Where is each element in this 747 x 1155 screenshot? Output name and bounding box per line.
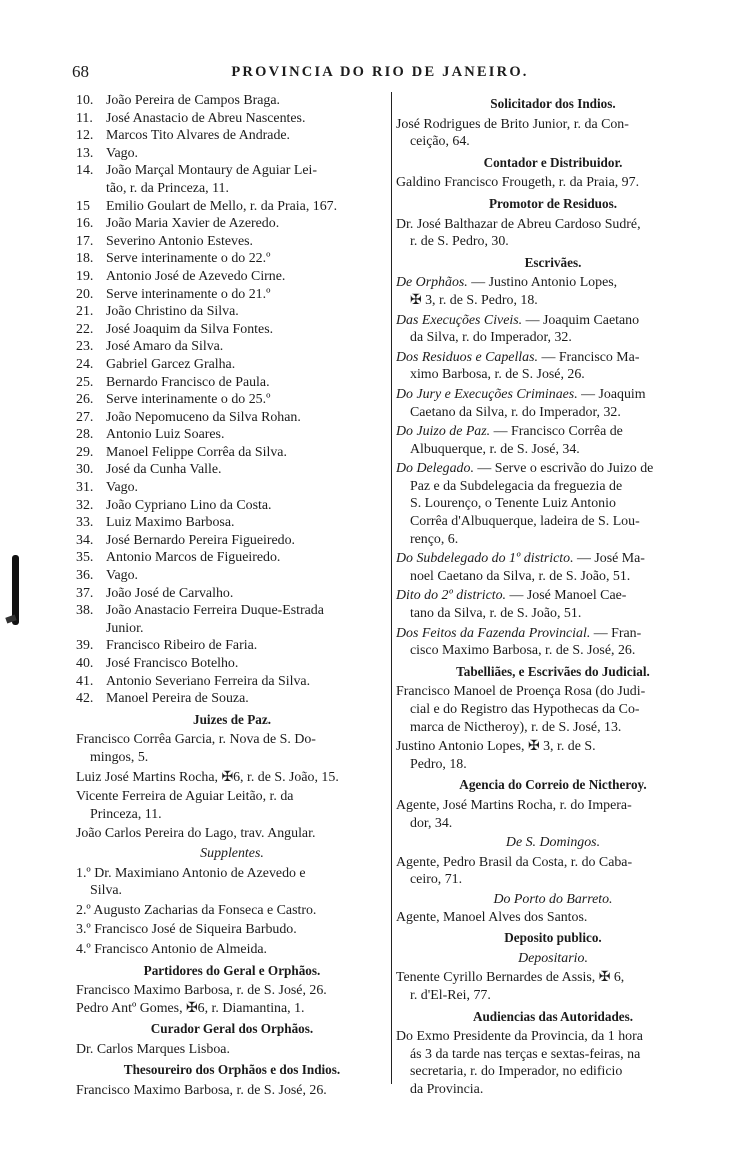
entry-line: ceiro, 71.	[410, 872, 463, 888]
list-item	[76, 902, 388, 920]
list-item	[76, 127, 388, 145]
entry-line: mingos, 5.	[90, 749, 149, 765]
list-item	[396, 460, 710, 548]
item-number: 31.	[76, 480, 94, 496]
list-item	[396, 216, 710, 251]
item-number: 17.	[76, 233, 94, 249]
section-heading-partidores: Partidores do Geral e Orphãos.	[143, 962, 321, 978]
list-item	[76, 444, 388, 462]
item-number: 20.	[76, 286, 94, 302]
entry-line: tano da Silva, r. de S. João, 51.	[410, 606, 582, 622]
item-text: Francisco Ribeiro de Faria.	[106, 638, 258, 654]
item-text: José Anastacio de Abreu Nascentes.	[106, 110, 306, 126]
list-item	[76, 233, 388, 251]
item-number	[76, 180, 106, 198]
entry-line: De Orphãos. — Justino Antonio Lopes,	[396, 275, 618, 291]
list-item	[76, 338, 388, 356]
list-item	[396, 274, 710, 309]
list-item	[76, 637, 388, 655]
item-number: 37.	[76, 585, 94, 601]
list-item	[76, 461, 388, 479]
section-heading-agencia: Agencia do Correio de Nictheroy.	[459, 777, 647, 793]
list-item	[396, 969, 710, 1004]
item-text: João Christino da Silva.	[106, 304, 239, 320]
list-item	[76, 567, 388, 585]
entry-line: Do Subdelegado do 1º districto. — José Ma-	[396, 551, 645, 567]
item-text: Serve interinamente o do 22.º	[106, 251, 271, 267]
item-number: 30.	[76, 462, 94, 478]
entry-line: Do Delegado. — Serve o escrivão do Juizo de	[396, 461, 654, 477]
list-item	[76, 865, 388, 900]
entry-line: ceição, 64.	[410, 134, 470, 150]
entry-line: Francisco Corrêa Garcia, r. Nova de S. Do-	[76, 732, 316, 748]
list-item	[76, 356, 388, 374]
entry-line: Das Execuções Civeis. — Joaquim Caetano	[396, 312, 640, 328]
item-number: 27.	[76, 409, 94, 425]
item-number: 36.	[76, 568, 94, 584]
section-subheading-supplentes: Supplentes.	[200, 845, 264, 861]
item-number: 42.	[76, 691, 94, 707]
section-heading-curador: Curador Geral dos Orphãos.	[150, 1021, 314, 1037]
item-number: 13.	[76, 145, 94, 161]
item-text: Antonio José de Azevedo Cirne.	[106, 268, 286, 284]
item-number: 38.	[76, 603, 94, 619]
entry-line: Do Juizo de Paz. — Francisco Corrêa de	[396, 424, 623, 440]
section-heading-deposito: Deposito publico.	[504, 930, 602, 946]
item-text: Emilio Goulart de Mello, r. da Praia, 167.	[106, 198, 338, 214]
list-item	[396, 550, 710, 585]
list-item	[76, 321, 388, 339]
list-item	[76, 655, 388, 673]
item-text: Junior.	[106, 620, 144, 636]
item-text: Gabriel Garcez Gralha.	[106, 356, 236, 372]
item-number: 24.	[76, 356, 94, 372]
entry-line: dor, 34.	[410, 815, 453, 831]
entry-line: da Silva, r. do Imperador, 32.	[410, 330, 572, 346]
section-heading-thesoureiro: Thesoureiro dos Orphãos e dos Indios.	[123, 1062, 341, 1078]
list-item	[76, 620, 388, 638]
list-item	[76, 374, 388, 392]
entry-line: cisco Maximo Barbosa, r. de S. José, 26.	[410, 643, 636, 659]
entry-line: ximo Barbosa, r. de S. José, 26.	[410, 367, 585, 383]
item-text: João Pereira de Campos Braga.	[106, 93, 280, 108]
entry-line: ✠ 3, r. de S. Pedro, 18.	[410, 292, 538, 308]
section-subheading-depositario: Depositario.	[518, 950, 588, 966]
entry-line: Corrêa d'Albuquerque, ladeira de S. Lou-	[410, 514, 640, 530]
left-column	[76, 92, 388, 1100]
item-text: José Amaro da Silva.	[106, 339, 224, 355]
entry-line: Dos Residuos e Capellas. — Francisco Ma-	[396, 349, 640, 365]
entry-line: Albuquerque, r. de S. José, 34.	[410, 441, 580, 457]
entry-line: Luiz José Martins Rocha, ✠6, r. de S. João, 15.	[76, 769, 339, 785]
list-item	[76, 391, 388, 409]
item-number: 28.	[76, 427, 94, 443]
entry-line: Tenente Cyrillo Bernardes de Assis, ✠ 6,	[396, 970, 625, 986]
entry-line: João Carlos Pereira do Lago, trav. Angular.	[76, 826, 316, 842]
list-item: Agente, Manoel Alves dos Santos.	[396, 909, 588, 925]
entry-line: 1.º Dr. Maximiano Antonio de Azevedo e	[76, 865, 306, 881]
item-text: José da Cunha Valle.	[106, 462, 222, 478]
entry-line: Vicente Ferreira de Aguiar Leitão, r. da	[76, 789, 294, 805]
item-number: 33.	[76, 515, 94, 531]
item-text: Marcos Tito Alvares de Andrade.	[106, 128, 291, 144]
list-item	[76, 497, 388, 515]
item-number: 12.	[76, 128, 94, 144]
item-text: Serve interinamente o do 21.º	[106, 286, 271, 302]
supplentes-list	[76, 865, 388, 959]
list-item	[396, 738, 710, 773]
item-text: tão, r. da Princeza, 11.	[106, 180, 229, 196]
item-number: 19.	[76, 268, 94, 284]
list-item	[76, 921, 388, 939]
item-number: 32.	[76, 497, 94, 513]
list-item	[76, 92, 388, 110]
item-number: 21.	[76, 304, 94, 320]
list-item	[76, 788, 388, 823]
list-item	[396, 625, 710, 660]
tabelliaes-list	[396, 683, 710, 773]
section-heading-audiencias: Audiencias das Autoridades.	[472, 1008, 634, 1024]
item-text: José Bernardo Pereira Figueiredo.	[106, 532, 296, 548]
item-number: 11.	[76, 110, 93, 126]
list-item	[396, 797, 710, 832]
list-item	[76, 198, 388, 216]
list-item	[76, 941, 388, 959]
list-item	[396, 312, 710, 347]
item-number: 34.	[76, 532, 94, 548]
item-number: 23.	[76, 339, 94, 355]
entry-line: 4.º Francisco Antonio de Almeida.	[76, 941, 268, 957]
list-item	[396, 349, 710, 384]
section-subheading-porto-barreto: Do Porto do Barreto.	[493, 891, 613, 907]
item-number: 15	[76, 198, 90, 214]
entry-line: r. d'El-Rei, 77.	[410, 987, 491, 1003]
entry-line: Dito do 2º districto. — José Manoel Cae-	[396, 588, 627, 604]
list-item	[396, 386, 710, 421]
entry-line: Agente, José Martins Rocha, r. do Impera-	[396, 797, 632, 813]
section-heading-juizes: Juizes de Paz.	[192, 711, 271, 727]
item-text: João Cypriano Lino da Costa.	[106, 497, 272, 513]
entry-line: noel Caetano da Silva, r. de S. João, 51.	[410, 568, 631, 584]
page-header	[60, 60, 700, 84]
section-heading-solicitador: Solicitador dos Indios.	[490, 96, 616, 111]
item-text: Antonio Marcos de Figueiredo.	[106, 550, 281, 566]
juizes-list	[76, 731, 388, 843]
entry-line: Agente, Pedro Brasil da Costa, r. do Caba-	[396, 854, 633, 870]
list-item	[396, 683, 710, 736]
item-number: 41.	[76, 673, 94, 689]
item-text: Manoel Felippe Corrêa da Silva.	[106, 444, 287, 460]
entry-line: da Provincia.	[410, 1081, 484, 1097]
item-number: 22.	[76, 321, 94, 337]
entry-line: S. Lourenço, o Tenente Luiz Antonio	[410, 496, 616, 512]
item-number: 35.	[76, 550, 94, 566]
item-text: João Nepomuceno da Silva Rohan.	[106, 409, 301, 425]
entry-line: secretaria, r. do Imperador, no edificio	[410, 1064, 623, 1080]
escrivaes-list	[396, 274, 710, 659]
list-item	[76, 268, 388, 286]
item-text: José Joaquim da Silva Fontes.	[106, 321, 274, 337]
item-text: José Francisco Botelho.	[106, 656, 239, 671]
entry-line: Caetano da Silva, r. do Imperador, 32.	[410, 404, 621, 420]
entry-line: Pedro, 18.	[410, 756, 467, 772]
item-number: 14.	[76, 163, 94, 179]
list-item	[76, 602, 388, 620]
entry-line: 2.º Augusto Zacharias da Fonseca e Castro.	[76, 902, 317, 918]
item-text: Severino Antonio Esteves.	[106, 233, 253, 249]
entry-line: Francisco Manoel de Proença Rosa (do Judi-	[396, 684, 646, 700]
list-item	[76, 110, 388, 128]
entry-line: Dos Feitos da Fazenda Provincial. — Fran-	[396, 625, 642, 641]
list-item	[396, 587, 710, 622]
item-text: Antonio Luiz Soares.	[106, 427, 225, 443]
list-item	[76, 303, 388, 321]
section-heading-escrivaes: Escrivães.	[524, 254, 582, 270]
item-number	[76, 620, 106, 638]
item-text: Antonio Severiano Ferreira da Silva.	[106, 673, 311, 689]
item-number: 10.	[76, 93, 94, 108]
entry-line: Paz e da Subdelegacia da freguezia de	[410, 478, 623, 494]
item-text: Bernardo Francisco de Paula.	[106, 374, 270, 390]
list-item	[76, 180, 388, 198]
page-number: 68	[72, 62, 89, 81]
item-text: João Marçal Montaury de Aguiar Lei-	[106, 163, 317, 179]
list-item: Francisco Maximo Barbosa, r. de S. José, 26.	[76, 983, 327, 999]
entry-line: Princeza, 11.	[90, 806, 162, 822]
entry-line: Do Exmo Presidente da Provincia, da 1 hora	[396, 1029, 643, 1045]
list-item: Pedro Antº Gomes, ✠6, r. Diamantina, 1.	[76, 1000, 305, 1016]
entry-line: Justino Antonio Lopes, ✠ 3, r. de S.	[396, 739, 596, 755]
list-item	[76, 585, 388, 603]
item-text: Vago.	[106, 568, 139, 584]
list-item	[396, 854, 710, 889]
entry-line: renço, 6.	[410, 531, 459, 547]
list-item	[76, 426, 388, 444]
list-item	[76, 479, 388, 497]
section-subheading-sao-domingos: De S. Domingos.	[505, 835, 601, 851]
item-number: 26.	[76, 392, 94, 408]
item-number: 16.	[76, 216, 94, 232]
item-text: Vago.	[106, 145, 139, 161]
list-item	[76, 690, 388, 708]
list-item	[76, 673, 388, 691]
entry-line: Dr. José Balthazar de Abreu Cardoso Sudré,	[396, 216, 641, 232]
page-title: PROVINCIA DO RIO DE JANEIRO.	[231, 64, 529, 80]
item-text: Manoel Pereira de Souza.	[106, 691, 249, 707]
list-item	[76, 532, 388, 550]
item-number: 18.	[76, 251, 94, 267]
list-item	[76, 250, 388, 268]
list-item	[76, 215, 388, 233]
entry-line: marca de Nictheroy), r. de S. José, 13.	[410, 719, 622, 735]
list-item: Dr. Carlos Marques Lisboa.	[76, 1041, 230, 1057]
list-item	[76, 409, 388, 427]
section-heading-promotor: Promotor de Residuos.	[488, 195, 618, 211]
list-item	[76, 825, 388, 843]
item-text: Luiz Maximo Barbosa.	[106, 515, 235, 531]
numbered-list	[76, 92, 388, 708]
item-number: 29.	[76, 444, 94, 460]
list-item	[396, 116, 710, 151]
item-text: Vago.	[106, 480, 139, 496]
entry-line: cial e do Registro das Hypothecas da Co-	[410, 702, 640, 717]
list-item	[76, 286, 388, 304]
item-text: João Maria Xavier de Azeredo.	[106, 216, 280, 232]
entry-line: Silva.	[90, 883, 123, 899]
list-item	[396, 1028, 710, 1098]
entry-line: Do Jury e Execuções Criminaes. — Joaquim	[396, 386, 646, 402]
list-item: Galdino Francisco Frougeth, r. da Praia, 97.	[396, 175, 640, 191]
list-item	[396, 423, 710, 458]
entry-line: r. de S. Pedro, 30.	[410, 234, 509, 250]
list-item	[76, 514, 388, 532]
item-number: 39.	[76, 638, 94, 654]
list-item: Francisco Maximo Barbosa, r. de S. José, 26.	[76, 1083, 327, 1099]
item-text: Serve interinamente o do 25.º	[106, 392, 271, 408]
section-heading-contador: Contador e Distribuidor.	[483, 154, 623, 170]
item-number: 40.	[76, 656, 94, 671]
entry-line: ás 3 da tarde nas terças e sextas-feiras, na	[410, 1046, 641, 1062]
item-number: 25.	[76, 374, 94, 390]
right-column	[396, 92, 710, 1100]
list-item	[76, 162, 388, 180]
section-heading-tabelliaes: Tabelliães, e Escrivães do Judicial.	[456, 663, 650, 679]
list-item	[76, 145, 388, 163]
entry-line: 3.º Francisco José de Siqueira Barbudo.	[76, 922, 297, 938]
list-item	[76, 769, 388, 787]
entry-line: José Rodrigues de Brito Junior, r. da Con-	[396, 116, 629, 132]
list-item	[76, 731, 388, 766]
column-divider	[391, 92, 392, 1084]
item-text: João Anastacio Ferreira Duque-Estrada	[106, 603, 324, 619]
list-item	[76, 549, 388, 567]
item-text: João José de Carvalho.	[106, 585, 234, 601]
